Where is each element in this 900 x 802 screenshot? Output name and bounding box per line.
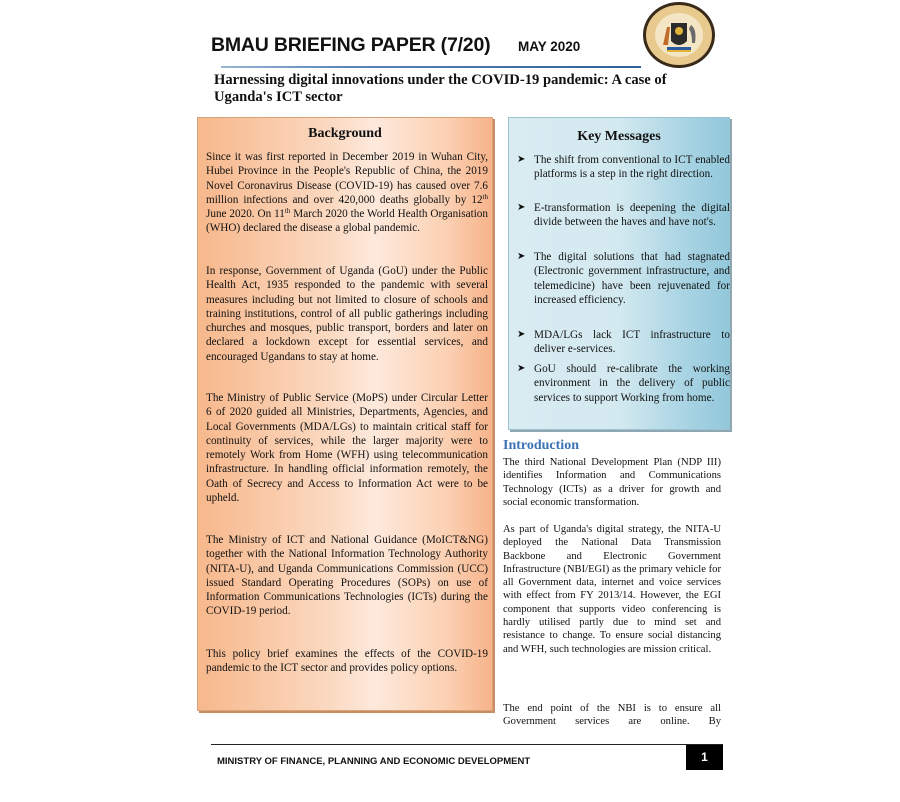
page-number: 1 [686, 745, 723, 770]
arrow-bullet-icon: ➤ [517, 154, 526, 165]
background-paragraph-1 [206, 150, 488, 236]
background-paragraph-3: The Ministry of Public Service (MoPS) under Circular Letter 6 of 2020 guided all Ministries, Departments, Agencies, and Local Governments (MDA/LGs) to maintain critical staff for continuity of services, while the larger majority were to remotely Work from Home (WFH) using telecommunication infrastructure. In handling official information remotely, the Oath of Secrecy and Access to Information Act were to be upheld. [206, 392, 488, 505]
key-message-text: GoU should re-calibrate the working environment in the delivery of public services to support Working from home. [534, 363, 730, 404]
background-p1-superscript-1: th [482, 192, 488, 201]
footer-ministry-name: MINISTRY OF FINANCE, PLANNING AND ECONOMIC DEVELOPMENT [217, 756, 531, 767]
key-messages-box [508, 117, 730, 430]
background-heading: Background [308, 126, 382, 141]
introduction-paragraph-3: The end point of the NBI is to ensure all Government services are online. By [503, 703, 721, 728]
paper-subtitle: Harnessing digital innovations under the COVID-19 pandemic: A case of Uganda's ICT sector [214, 72, 667, 105]
key-message-text: MDA/LGs lack ICT infrastructure to deliver e-services. [534, 329, 730, 356]
arrow-bullet-icon: ➤ [517, 251, 526, 262]
footer-rule [211, 744, 723, 745]
ministry-seal-logo [641, 1, 717, 69]
arrow-bullet-icon: ➤ [517, 363, 526, 374]
key-message-text: The shift from conventional to ICT enabled platforms is a step in the right direction. [534, 154, 730, 181]
introduction-paragraph-2: As part of Uganda's digital strategy, the NITA-U deployed the National Data Transmission Backbone and Electronic Government Infrastructure (NBI/EGI) as the primary vehicle for all Government data, internet and voice services with effect from FY 2013/14. However, the EGI component that supports video conferencing is hardly utilised partly due to mind set and resistance to change. To ensure social distancing and WFH, such technologies are mission critical. [503, 524, 721, 655]
arrow-bullet-icon: ➤ [517, 329, 526, 340]
arrow-bullet-icon: ➤ [517, 202, 526, 213]
background-paragraph-5: This policy brief examines the effects of the COVID-19 pandemic to the ICT sector and provides policy options. [206, 648, 488, 675]
background-p1-superscript-2: th [284, 207, 291, 216]
header-rule [221, 66, 641, 68]
background-p1-part-c: March 2020 the World Health Organisation (WHO) declared the disease a global pandemic. [206, 208, 488, 235]
key-messages-heading: Key Messages [577, 129, 661, 144]
paper-title: BMAU BRIEFING PAPER (7/20) [211, 34, 491, 56]
background-p1-part-b: June 2020. On 11 [206, 208, 285, 221]
introduction-heading: Introduction [503, 438, 579, 453]
introduction-paragraph-1: The third National Development Plan (NDP III) identifies Information and Communications Technology (ICTs) as a driver for growth and social economic transformation. [503, 457, 721, 508]
key-message-text: The digital solutions that had stagnated (Electronic government infrastructure, and telemedicine) have been rejuvenated for increased efficiency. [534, 251, 730, 306]
paper-date: MAY 2020 [518, 39, 581, 54]
background-paragraph-4: The Ministry of ICT and National Guidance (MoICT&NG) together with the National Information Technology Authority (NITA-U), and Uganda Communications Commission (UCC) issued Standard Operating Procedures (SOPs) on use of Information Communications Technologies (ICTs) during the COVID-19 period. [206, 534, 488, 618]
background-p1-part-a: Since it was first reported in December 2019 in Wuhan City, Hubei Province in the People's Republic of China, the 2019 Novel Coronavirus Disease (COVID-19) has caused over 7.6 million infections and over 420,000 deaths globally by 12 [206, 151, 488, 206]
background-box [197, 117, 493, 711]
background-paragraph-2: In response, Government of Uganda (GoU) under the Public Health Act, 1935 responded to the pandemic with several measures including but not limited to closure of schools and training institutions, control of all public gatherings including churches and mosques, public transport, borders and later on declared a lockdown except for essential services, and encouraged Ugandans to stay at home. [206, 265, 488, 363]
key-message-text: E-transformation is deepening the digital divide between the haves and have not's. [534, 202, 730, 229]
